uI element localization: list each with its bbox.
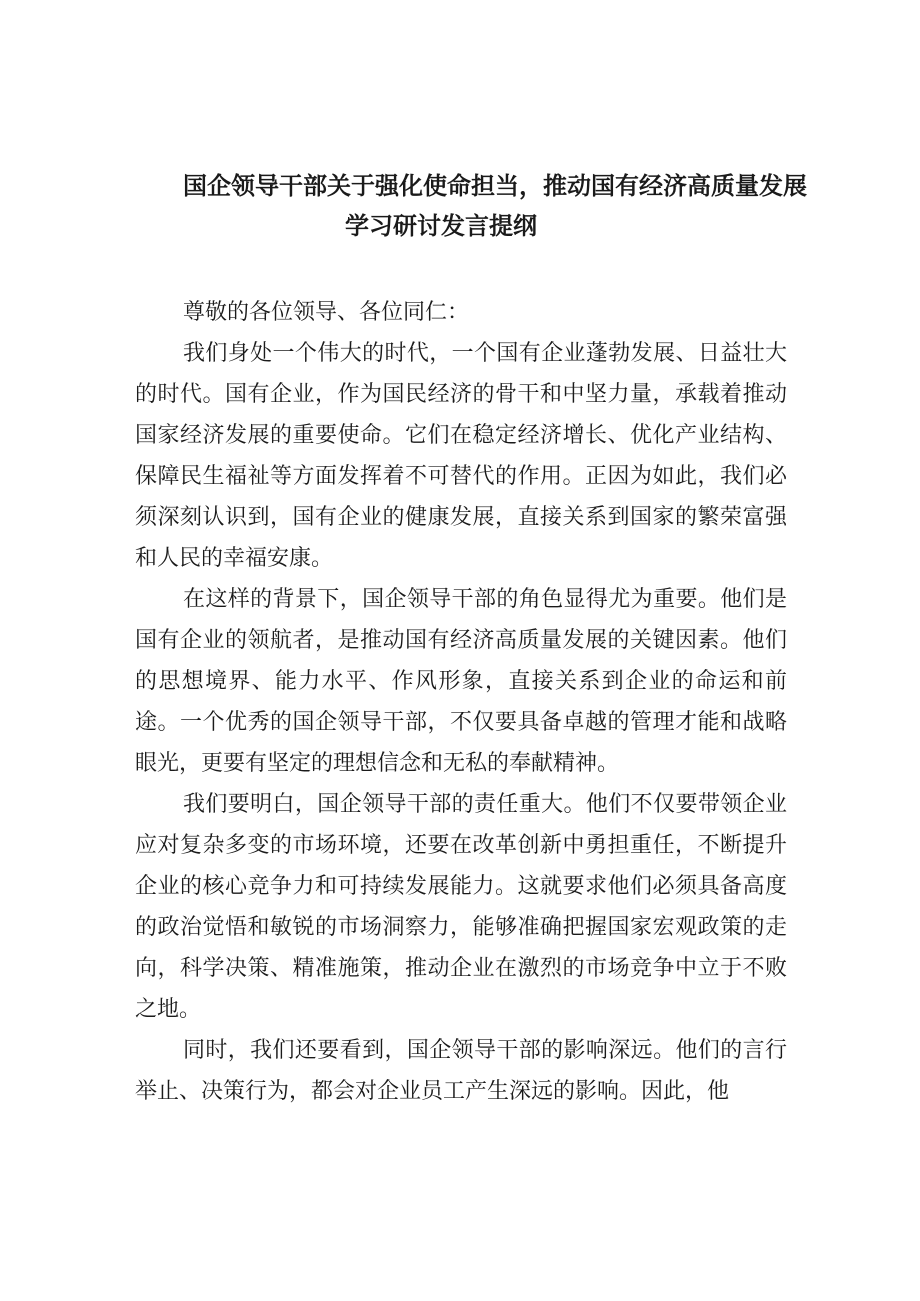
salutation: 尊敬的各位领导、各位同仁：: [183, 300, 470, 325]
body-paragraphs: [135, 333, 787, 1112]
paragraph: 我们身处一个伟大的时代，一个国有企业蓬勃发展、日益壮大的时代。国有企业，作为国民经济的骨干和中坚力量，承载着推动国家经济发展的重要使命。它们在稳定经济增长、优化产业结构、保障民生福祉等方面发挥着不可替代的作用。正因为如此，我们必须深刻认识到，国有企业的健康发展，直接关系到国家的繁荣富强和人民的幸福安康。: [135, 341, 787, 571]
paragraph: 我们要明白，国企领导干部的责任重大。他们不仅要带领企业应对复杂多变的市场环境，还要在改革创新中勇担重任，不断提升企业的核心竞争力和可持续发展能力。这就要求他们必须具备高度的政治觉悟和敏锐的市场洞察力，能够准确把握国家宏观政策的走向，科学决策、精准施策，推动企业在激烈的市场竞争中立于不败之地。: [135, 792, 787, 1022]
document-title-line-1: 国企领导干部关于强化使命担当，推动国有经济高质量发展: [183, 172, 807, 200]
paragraph: 同时，我们还要看到，国企领导干部的影响深远。他们的言行举止、决策行为，都会对企业员工产生深远的影响。因此，他: [135, 1038, 787, 1104]
document-title-line-2: 学习研讨发言提纲: [345, 212, 537, 240]
paragraph: 在这样的背景下，国企领导干部的角色显得尤为重要。他们是国有企业的领航者，是推动国有经济高质量发展的关键因素。他们的思想境界、能力水平、作风形象，直接关系到企业的命运和前途。一个优秀的国企领导干部，不仅要具备卓越的管理才能和战略眼光，更要有坚定的理想信念和无私的奉献精神。: [135, 587, 787, 776]
